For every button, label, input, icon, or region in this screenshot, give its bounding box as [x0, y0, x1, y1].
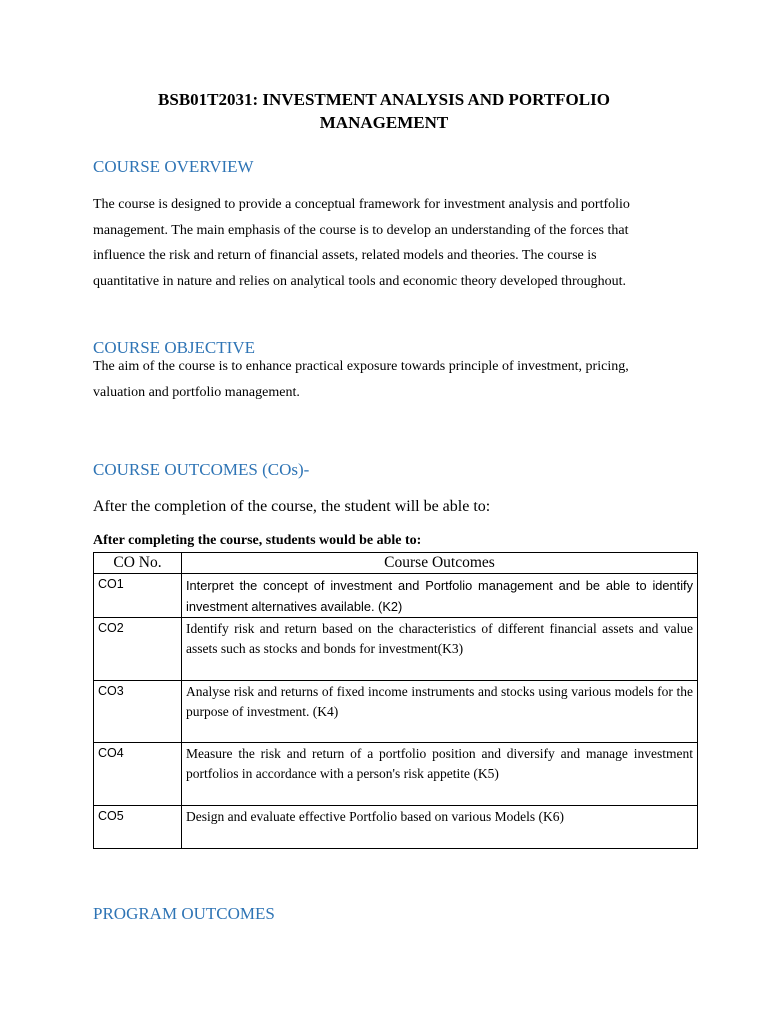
document-title: [0, 88, 768, 134]
co-number: CO1: [94, 574, 182, 618]
co-outcome-text: Interpret the concept of investment and Portfolio management and be able to identify investment alternatives available. (K2): [182, 574, 698, 618]
course-objective-heading: COURSE OBJECTIVE: [93, 338, 255, 357]
course-overview-heading: COURSE OVERVIEW: [93, 157, 254, 176]
co-outcome-text: Identify risk and return based on the characteristics of different financial assets and value assets such as stocks and bonds for investment(K3): [182, 618, 698, 681]
table-row: [94, 806, 698, 849]
table-header-row: [94, 553, 698, 574]
col-header-course-outcomes: Course Outcomes: [182, 553, 698, 574]
co-outcome-text: Analyse risk and returns of fixed income instruments and stocks using various models for the purpose of investment. (K4): [182, 681, 698, 743]
course-outcomes-lead: After the completion of the course, the student will be able to:: [93, 498, 491, 515]
co-number: CO5: [94, 806, 182, 849]
title-line-2: MANAGEMENT: [319, 113, 449, 132]
table-row: [94, 618, 698, 681]
table-row: [94, 574, 698, 618]
co-number: CO3: [94, 681, 182, 743]
co-number: CO4: [94, 743, 182, 806]
course-overview-text: The course is designed to provide a conceptual framework for investment analysis and portfolio management. The main emphasis of the course is to develop an understanding of the forces that influence the risk and return of financial assets, related models and theories. The course is quantitative in nature and relies on analytical tools and economic theory developed throughout.: [93, 197, 630, 289]
course-objective-text: The aim of the course is to enhance practical exposure towards principle of investment, pricing, valuation and portfolio management.: [93, 359, 629, 400]
table-row: [94, 743, 698, 806]
co-number: CO2: [94, 618, 182, 681]
title-line-1: BSB01T2031: INVESTMENT ANALYSIS AND PORTFOLIO: [158, 90, 610, 109]
course-outcomes-table: [93, 552, 698, 849]
col-header-co-no: CO No.: [94, 553, 182, 574]
table-caption: After completing the course, students would be able to:: [93, 533, 422, 548]
table-row: [94, 681, 698, 743]
co-outcome-text: Design and evaluate effective Portfolio based on various Models (K6): [182, 806, 698, 849]
course-outcomes-heading: COURSE OUTCOMES (COs)-: [93, 460, 310, 479]
co-outcome-text: Measure the risk and return of a portfolio position and diversify and manage investment portfolios in accordance with a person's risk appetite (K5): [182, 743, 698, 806]
program-outcomes-heading: PROGRAM OUTCOMES: [93, 904, 275, 923]
